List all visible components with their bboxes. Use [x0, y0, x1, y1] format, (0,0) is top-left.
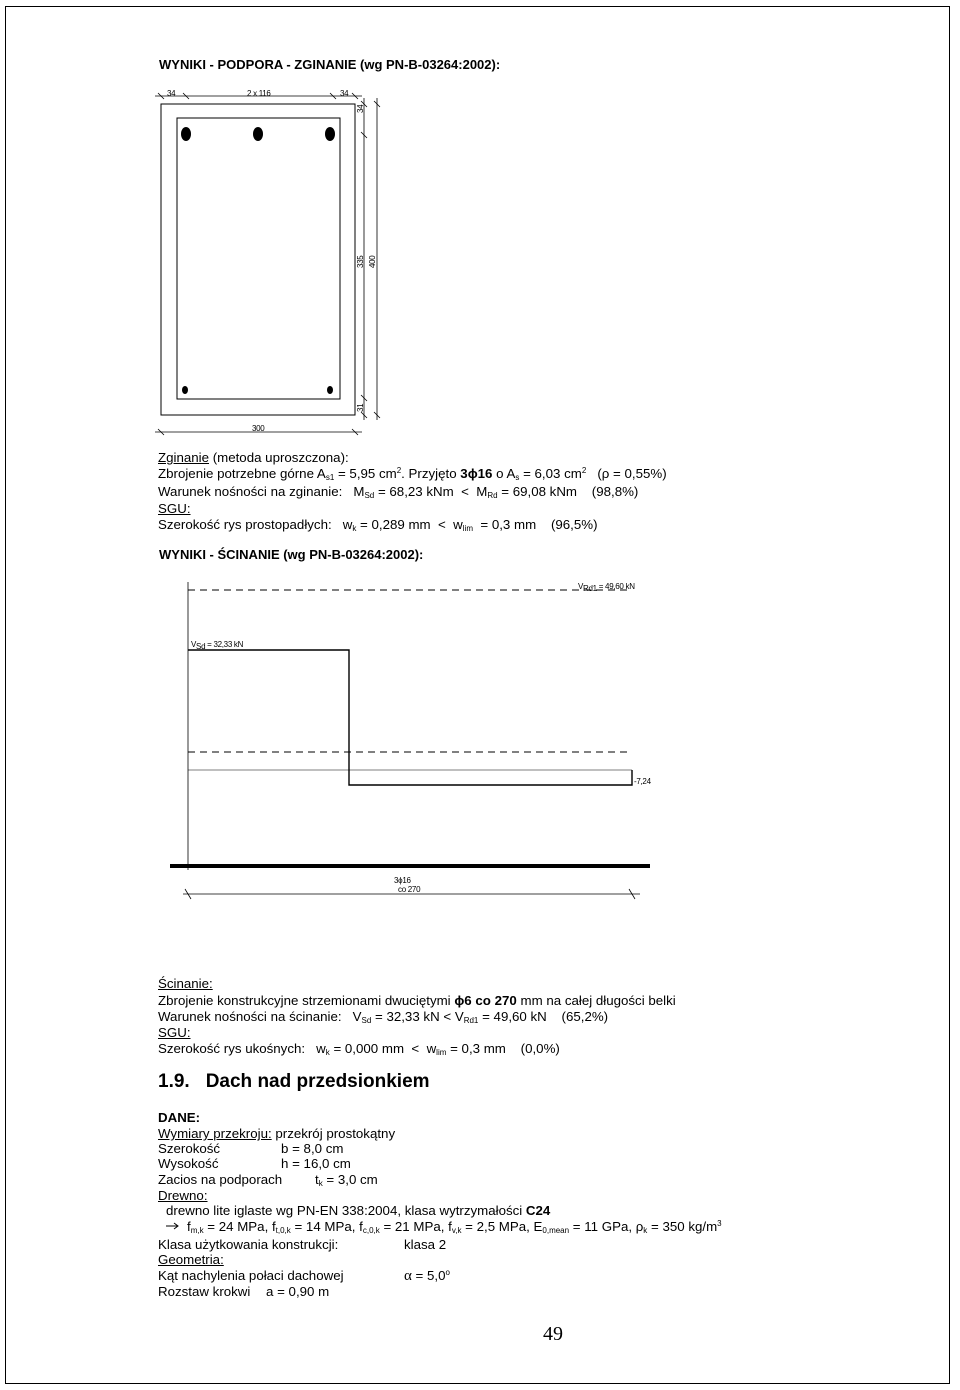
vrd1-label: $V_{Rd1} = 49,60$ kN [578, 582, 635, 593]
vsd-label: $V_{Sd} = 32,33$ kN [191, 640, 244, 651]
bending-title: Zginanie (metoda uproszczona): [158, 450, 349, 465]
spacing-value: a = 0,90 m [266, 1284, 330, 1299]
notch-label: Zacios na podporach [158, 1172, 283, 1187]
width-value: b = 8,0 cm [281, 1141, 344, 1156]
bending-heading: WYNIKI - PODPORA - ZGINANIE (wg PN-B-03264:2002): [159, 57, 501, 72]
page-number: 49 [543, 1323, 563, 1345]
bending-line-2: Warunek nośności na zginanie: $M_{Sd} = 68,23$ kNm < $M_{Rd} = 69,08$ kNm (98,8%) [158, 484, 639, 500]
stirrup-label-a: 3ϕ16 [394, 876, 411, 885]
angle-value: $\alpha = 5,0^o$ [404, 1268, 450, 1284]
bending-line-1: Zbrojenie potrzebne górne $A_{s1} = 5,95$ $cm^2$. Przyjęto 3ϕ16 o $A_s = 6,03$ $cm^2$ (ρ = 0,55%) [158, 466, 667, 482]
wood-properties: $f_{m,k} = 24$ MPa, $f_{t,0,k} = 14$ MPa, $f_{c,0,k} = 21$ MPa, $f_{v,k} = 2,5$ MPa, $E_{0,mean} = 11$ GPa, $\rho_k = 350$ $kg/m^3$ [187, 1219, 722, 1235]
neg-value-label: -7,24 [634, 777, 651, 786]
bending-sgu: SGU: [158, 501, 191, 516]
stirrup-label-b: co 270 [398, 885, 421, 894]
dim-right-bottom: 31 [356, 403, 365, 412]
class-label: Klasa użytkowania konstrukcji: [158, 1237, 339, 1252]
bending-line-3: Szerokość rys prostopadłych: $w_k = 0,289$ mm < $w_{lim} = 0,3$ mm (96,5%) [158, 517, 598, 533]
dim-top-right: 34 [340, 89, 349, 98]
notch-value: $t_k = 3,0$ cm [315, 1172, 378, 1188]
width-label: Szerokość [158, 1141, 221, 1156]
dim-right-mid-b: 400 [368, 255, 377, 268]
dim-right-mid-a: 335 [356, 255, 365, 268]
section-heading: 1.9. Dach nad przedsionkiem [158, 1071, 430, 1092]
shear-heading: WYNIKI - ŚCINANIE (wg PN-B-03264:2002): [159, 547, 424, 562]
dim-right-top: 34 [356, 104, 365, 113]
dims-line: Wymiary przekroju: przekrój prostokątny [158, 1126, 396, 1141]
class-value: klasa 2 [404, 1237, 447, 1252]
shear-title: Ścinanie: [158, 976, 213, 991]
wood-line: drewno lite iglaste wg PN-EN 338:2004, klasa wytrzymałości C24 [166, 1203, 551, 1218]
dane-label: DANE: [158, 1110, 201, 1125]
shear-line-2: Warunek nośności na ścinanie: $V_{Sd} = 32,33$ kN < $V_{Rd1} = 49,60$ kN (65,2%) [158, 1009, 609, 1025]
shear-sgu: SGU: [158, 1025, 191, 1040]
geom-title: Geometria: [158, 1252, 224, 1267]
height-label: Wysokość [158, 1156, 219, 1171]
shear-line-1: Zbrojenie konstrukcyjne strzemionami dwuciętymi ϕ6 co 270 mm na całej długości belki [158, 993, 676, 1008]
angle-label: Kąt nachylenia połaci dachowej [158, 1268, 344, 1283]
dim-top-mid: 2 x 116 [247, 89, 271, 98]
height-value: h = 16,0 cm [281, 1156, 351, 1171]
spacing-label: Rozstaw krokwi [158, 1284, 251, 1299]
wood-title: Drewno: [158, 1188, 208, 1203]
shear-line-3: Szerokość rys ukośnych: $w_k = 0,000$ mm < $w_{lim} = 0,3$ mm (0,0%) [158, 1041, 560, 1057]
dim-top-left: 34 [167, 89, 176, 98]
dim-bottom: 300 [252, 424, 265, 433]
